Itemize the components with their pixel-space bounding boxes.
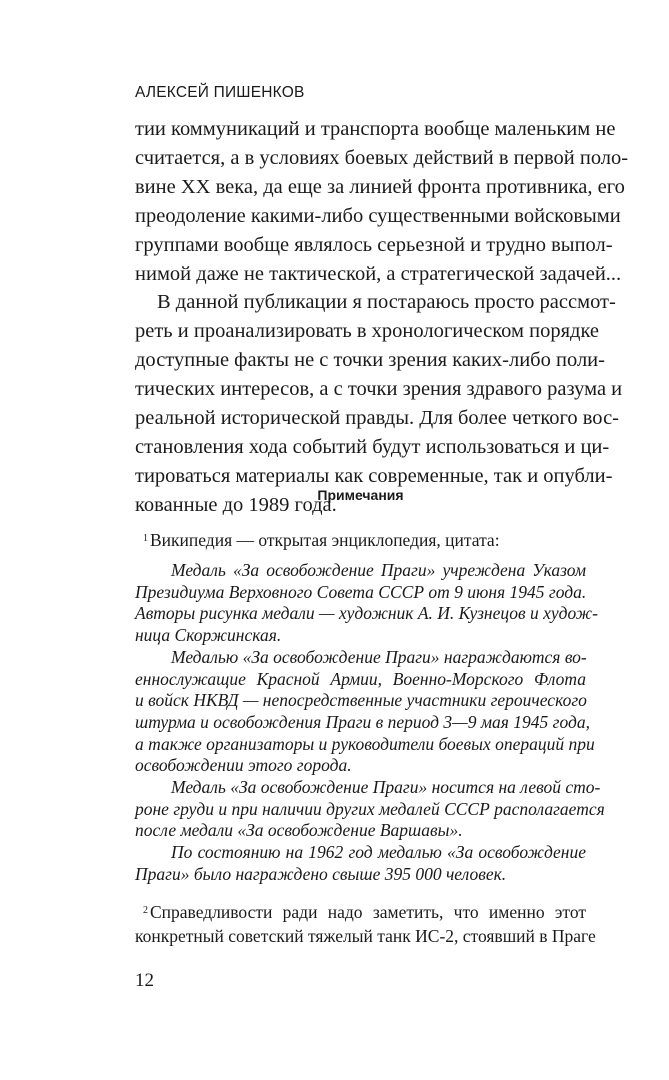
quote-line: Медаль «За освобождение Праги» носится на левой сто- <box>171 777 601 798</box>
quote-line: еннослужащие Красной Армии, Военно-Морского Флота <box>135 668 586 689</box>
quote-line: освобождении этого города. <box>135 755 352 776</box>
quote-line: Президиума Верховного Совета СССР от 9 июня 1945 года. <box>135 581 587 602</box>
footnote-marker: 2 <box>143 904 148 916</box>
quote-line: ница Скоржинская. <box>135 625 282 646</box>
quote-line: Авторы рисунка медали — художник А. И. Кузнецов и худож- <box>135 603 598 624</box>
text-line: вине XX века, да еще за линией фронта противника, его <box>135 175 625 198</box>
footnote-line: конкретный советский тяжелый танк ИС-2, стоявший в Праге <box>135 925 596 946</box>
text-line: реальной исторической правды. Для более четкого вос- <box>135 407 619 430</box>
quote-line: после медали «За освобождение Варшавы». <box>135 820 463 841</box>
footnote-text: Википедия — открытая энциклопедия, цитата: <box>150 530 500 550</box>
quote-line: штурма и освобождения Праги в период 3—9 мая 1945 года, <box>135 711 590 732</box>
footnote-marker: 1 <box>143 533 148 544</box>
text-line: тироваться материалы как современные, так и опубли- <box>135 464 613 487</box>
footnotes <box>135 528 605 948</box>
footnote-quote <box>135 560 605 886</box>
quote-line: а также организаторы и руководители боевых операций при <box>135 733 595 754</box>
footnote-intro <box>135 528 586 552</box>
quote-line: роне груди и при наличии других медалей СССР располагается <box>135 798 605 819</box>
text-line: доступные факты не с точки зрения каких-либо поли- <box>135 349 605 372</box>
quote-line: По состоянию на 1962 год медалью «За освобождение <box>171 842 586 863</box>
notes-heading: Примечания <box>317 487 404 503</box>
quote-line: Праги» было награждено свыше 395 000 человек. <box>135 863 507 884</box>
text-line: нимой даже не тактической, а стратегической задачей... <box>135 262 622 285</box>
footnote-2 <box>135 900 596 948</box>
main-text <box>135 115 629 520</box>
footnote-1 <box>135 528 605 886</box>
text-line: тии коммуникаций и транспорта вообще маленьким не <box>135 118 616 140</box>
footnote-text: Справедливости ради надо заметить, что именно этот <box>150 901 586 922</box>
quote-line: и войск НКВД — непосредственные участники героического <box>135 690 587 711</box>
text-line: тических интересов, а с точки зрения здравого разума и <box>135 378 623 401</box>
text-line: В данной публикации я постараюсь просто рассмот- <box>157 291 616 314</box>
text-line: реть и проанализировать в хронологическом порядке <box>135 320 600 343</box>
quote-line: Медаль «За освобождение Праги» учреждена Указом <box>171 560 586 580</box>
text-line: группами вообще являлось серьезной и трудно выпол- <box>135 233 613 256</box>
page-number: 12 <box>135 970 154 991</box>
text-line: кованные до 1989 года. <box>135 493 337 516</box>
footnote-line <box>135 900 586 924</box>
text-line: становления хода событий будут использоваться и ци- <box>135 435 610 458</box>
running-header-author: АЛЕКСЕЙ ПИШЕНКОВ <box>135 84 305 101</box>
text-line: преодоление какими-либо существенными войсковыми <box>135 204 621 227</box>
quote-line: Медалью «За освобождение Праги» награждаются во- <box>171 646 587 667</box>
text-line: считается, а в условиях боевых действий в первой поло- <box>135 146 629 169</box>
